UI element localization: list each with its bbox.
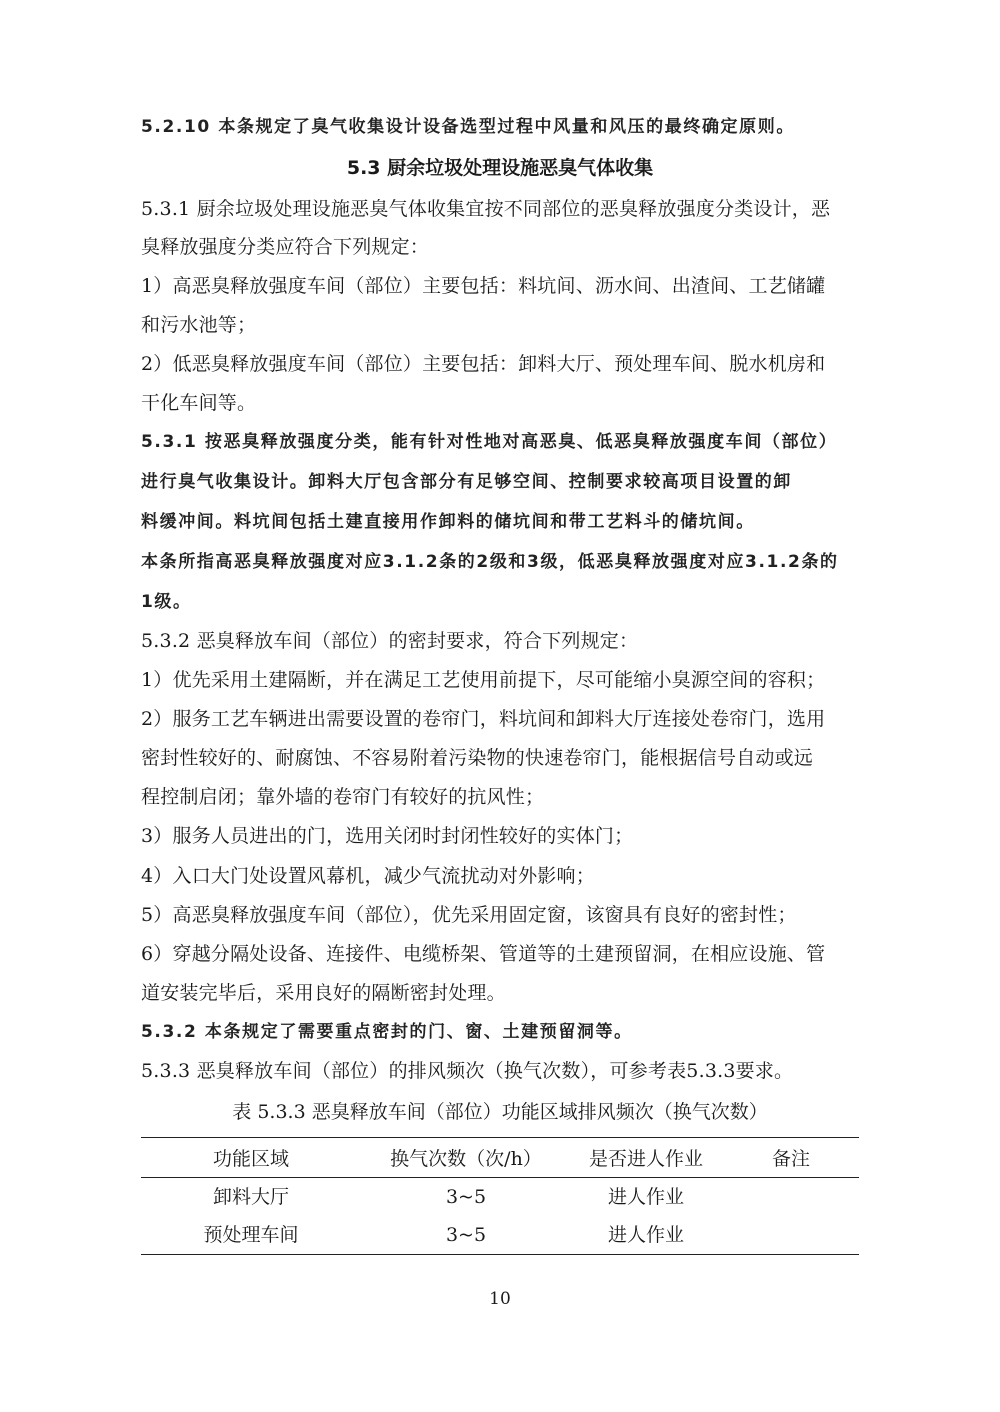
clause-5-3-2-item-2-cont: 密封性较好的、耐腐蚀、不容易附着污染物的快速卷帘门，能根据信号自动或远: [141, 747, 814, 769]
section-heading: 5.3 厨余垃圾处理设施恶臭气体收集: [346, 157, 654, 179]
clause-5-3-2-item-1: 1）优先采用土建隔断，并在满足工艺使用前提下，尽可能缩小臭源空间的容积；: [141, 669, 826, 691]
table-cell: 3~5: [445, 1186, 487, 1208]
clause-5-3-2-item-4: 4）入口大门处设置风幕机，减少气流扰动对外影响；: [141, 865, 595, 887]
table-cell: 3~5: [445, 1224, 487, 1246]
clause-5-3-2-item-3: 3）服务人员进出的门，选用关闭时封闭性较好的实体门；: [141, 825, 634, 847]
clause-5-3-1-item-1-cont: 和污水池等；: [141, 314, 257, 336]
clause-5-3-3: 5.3.3 恶臭释放车间（部位）的排风频次（换气次数），可参考表5.3.3要求。: [141, 1060, 794, 1082]
table-header-cell: 是否进人作业: [588, 1148, 703, 1170]
table-cell: 进人作业: [607, 1224, 684, 1246]
explanation-5-3-1: 5.3.1 按恶臭释放强度分类，能有针对性地对高恶臭、低恶臭释放强度车间（部位）: [141, 432, 838, 452]
explanation-5-3-1-cont: 进行臭气收集设计。卸料大厅包含部分有足够空间、控制要求较高项目设置的卸: [141, 472, 792, 492]
explanation-5-3-1-note-cont: 1级。: [141, 592, 192, 612]
table-cell: 进人作业: [607, 1186, 684, 1208]
explanation-5-2-10: 5.2.10 本条规定了臭气收集设计设备选型过程中风量和风压的最终确定原则。: [141, 117, 795, 137]
clause-5-3-2-item-6-cont: 道安装完毕后，采用良好的隔断密封处理。: [141, 982, 506, 1004]
table-caption: 表 5.3.3 恶臭释放车间（部位）功能区域排风频次（换气次数）: [232, 1101, 768, 1123]
table-cell: 预处理车间: [203, 1224, 299, 1246]
explanation-5-3-1-cont: 料缓冲间。料坑间包括土建直接用作卸料的储坑间和带工艺料斗的储坑间。: [141, 512, 755, 532]
table-top-rule: [141, 1137, 859, 1138]
table-header-cell: 换气次数（次/h）: [390, 1148, 542, 1170]
page-number: 10: [489, 1289, 511, 1309]
table-bottom-rule: [141, 1254, 859, 1255]
explanation-5-3-2: 5.3.2 本条规定了需要重点密封的门、窗、土建预留洞等。: [141, 1022, 633, 1042]
table-header-cell: 功能区域: [212, 1148, 289, 1170]
clause-5-3-2-item-2: 2）服务工艺车辆进出需要设置的卷帘门，料坑间和卸料大厅连接处卷帘门，选用: [141, 708, 826, 730]
clause-5-3-2-item-6: 6）穿越分隔处设备、连接件、电缆桥架、管道等的土建预留洞，在相应设施、管: [141, 943, 826, 965]
clause-5-3-1-item-1: 1）高恶臭释放强度车间（部位）主要包括：料坑间、沥水间、出渣间、工艺储罐: [141, 275, 826, 297]
clause-5-3-1-cont: 臭释放强度分类应符合下列规定：: [141, 236, 430, 258]
clause-5-3-2: 5.3.2 恶臭释放车间（部位）的密封要求，符合下列规定：: [141, 630, 639, 652]
table-header-rule: [141, 1177, 859, 1178]
clause-5-3-1: 5.3.1 厨余垃圾处理设施恶臭气体收集宜按不同部位的恶臭释放强度分类设计，恶: [141, 198, 831, 220]
table-header-cell: 备注: [771, 1148, 810, 1170]
clause-5-3-2-item-2-cont: 程控制启闭；靠外墙的卷帘门有较好的抗风性；: [141, 786, 545, 808]
table-cell: 卸料大厅: [212, 1186, 289, 1208]
clause-5-3-2-item-5: 5）高恶臭释放强度车间（部位），优先采用固定窗，该窗具有良好的密封性；: [141, 904, 797, 926]
clause-5-3-1-item-2-cont: 干化车间等。: [141, 392, 257, 414]
clause-5-3-1-item-2: 2）低恶臭释放强度车间（部位）主要包括：卸料大厅、预处理车间、脱水机房和: [141, 353, 826, 375]
explanation-5-3-1-note: 本条所指高恶臭释放强度对应3.1.2条的2级和3级，低恶臭释放强度对应3.1.2条的: [141, 552, 839, 572]
